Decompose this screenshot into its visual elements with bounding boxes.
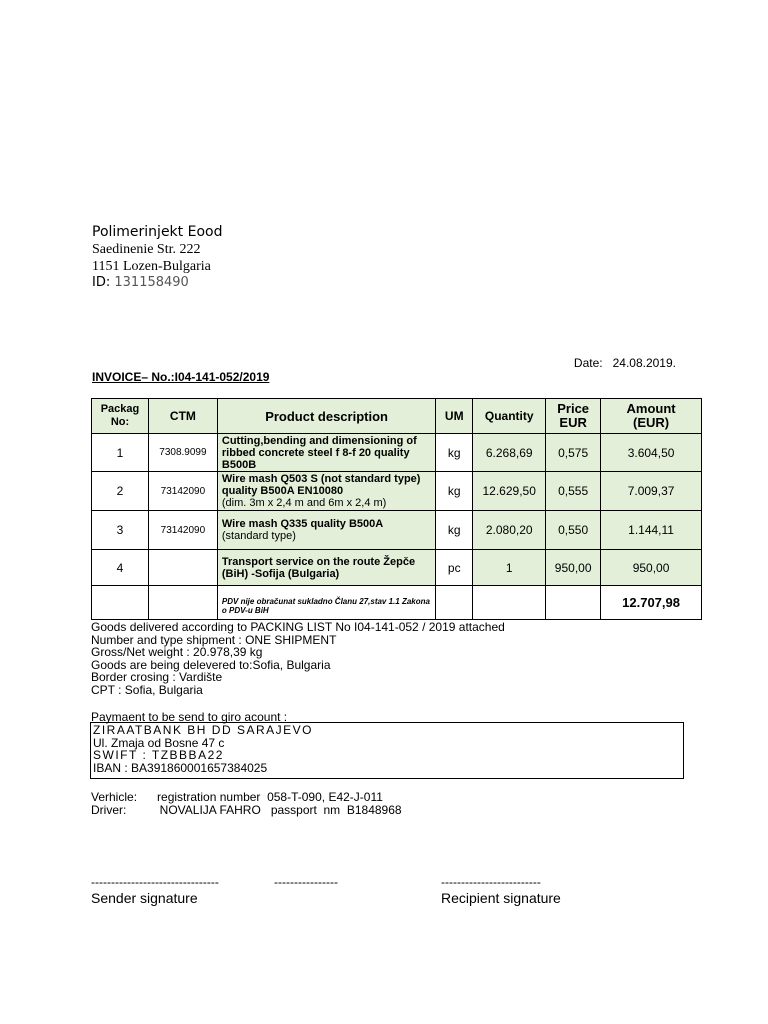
shipment-line: Goods are being delevered to:Sofia, Bulgaria	[91, 657, 331, 672]
total-row-empty	[546, 586, 601, 620]
vehicle-info	[91, 791, 402, 816]
date-value: 24.08.2019.	[612, 356, 676, 370]
invoice-total: 12.707,98	[601, 586, 702, 620]
header-description: Product description	[217, 399, 435, 434]
bank-name: ZIRAATBANK BH DD SARAJEVO	[93, 723, 313, 737]
payment-label: Paymaent to be send to giro acount :	[91, 710, 288, 724]
row-quantity: 6.268,69	[473, 434, 546, 472]
seller-id-value: 131158490	[114, 275, 189, 290]
row-description: Wire mash Q335 quality B500A (standard type)	[217, 511, 435, 550]
total-row-empty	[148, 586, 217, 620]
table-row	[92, 511, 702, 550]
recipient-signature-line: -------------------------	[441, 875, 541, 889]
row-quantity: 12.629,50	[473, 472, 546, 511]
middle-signature-line: ----------------	[274, 875, 338, 889]
table-row	[92, 550, 702, 586]
header-ctm: CTM	[148, 399, 217, 434]
shipment-line: Goods delivered according to PACKING LIST No I04-141-052 / 2019 attached	[91, 620, 505, 634]
row-ctm: 7308.9099	[148, 434, 217, 472]
bank-address: Ul. Zmaja od Bosne 47 c	[93, 735, 225, 750]
driver-line: Driver: NOVALIJA FAHRO passport nm B1848968	[91, 802, 402, 817]
invoice-items-table	[91, 398, 702, 620]
invoice-date	[574, 356, 676, 370]
vehicle-line: Verhicle: registration number 058-T-090, E42-J-011	[91, 790, 383, 804]
header-quantity: Quantity	[473, 399, 546, 434]
row-price: 0,550	[546, 511, 601, 550]
shipment-line: Number and type shipment : ONE SHIPMENT	[91, 632, 337, 647]
shipment-line: Border crosing : Vardište	[91, 670, 223, 685]
row-amount: 3.604,50	[601, 434, 702, 472]
total-row-empty	[473, 586, 546, 620]
total-row-empty	[92, 586, 149, 620]
shipment-line: CPT : Sofia, Bulgaria	[91, 682, 203, 697]
sender-signature-line: --------------------------------	[91, 875, 219, 889]
row-um: kg	[436, 434, 473, 472]
invoice-title: INVOICE– No.:I04-141-052/2019	[92, 370, 270, 384]
table-total-row	[92, 586, 702, 620]
seller-city: 1151 Lozen-Bulgaria	[92, 259, 211, 274]
row-um: kg	[436, 472, 473, 511]
row-description: Wire mash Q503 S (not standard type) quality B500A EN10080 (dim. 3m x 2,4 m and 6m x 2,4 m)	[217, 472, 435, 511]
row-description: Cutting,bending and dimensioning of ribbed concrete steel f 8-f 20 quality B500B	[217, 434, 435, 472]
header-package: Packag No:	[92, 399, 149, 434]
row-ctm	[148, 550, 217, 586]
table-header-row	[92, 399, 702, 434]
shipment-info	[91, 621, 505, 697]
date-label: Date:	[573, 356, 603, 370]
bank-iban: IBAN : BA391860001657384025	[93, 760, 268, 775]
row-ctm: 73142090	[148, 511, 217, 550]
row-quantity: 2.080,20	[473, 511, 546, 550]
header-price: Price EUR	[546, 399, 601, 434]
row-um: kg	[436, 511, 473, 550]
seller-id-label: ID:	[92, 275, 111, 290]
table-row	[92, 434, 702, 472]
row-ctm: 73142090	[148, 472, 217, 511]
seller-street: Saedinenie Str. 222	[92, 242, 201, 257]
total-row-empty	[436, 586, 473, 620]
header-amount: Amount (EUR)	[601, 399, 702, 434]
row-quantity: 1	[473, 550, 546, 586]
row-number: 2	[92, 472, 149, 511]
seller-name: Polimerinjekt Eood	[92, 224, 223, 240]
bank-swift: SWIFT : TZBBBA22	[93, 748, 224, 763]
row-number: 3	[92, 511, 149, 550]
header-um: UM	[436, 399, 473, 434]
row-amount: 950,00	[601, 550, 702, 586]
row-price: 0,575	[546, 434, 601, 472]
recipient-signature-label: Recipient signature	[441, 890, 561, 906]
row-amount: 1.144,11	[601, 511, 702, 550]
row-amount: 7.009,37	[601, 472, 702, 511]
table-row	[92, 472, 702, 511]
row-price: 950,00	[546, 550, 601, 586]
row-number: 1	[92, 434, 149, 472]
seller-id	[92, 275, 189, 290]
sender-signature-label: Sender signature	[91, 890, 198, 906]
shipment-line: Gross/Net weight : 20.978,39 kg	[91, 645, 263, 660]
row-description: Transport service on the route Žepče (BiH) -Sofija (Bulgaria)	[217, 550, 435, 586]
row-number: 4	[92, 550, 149, 586]
bank-details-box	[90, 722, 684, 779]
row-price: 0,555	[546, 472, 601, 511]
row-um: pc	[436, 550, 473, 586]
vat-note: PDV nije obračunat sukladno Članu 27,stav 1.1 Zakona o PDV-u BiH	[217, 586, 435, 620]
